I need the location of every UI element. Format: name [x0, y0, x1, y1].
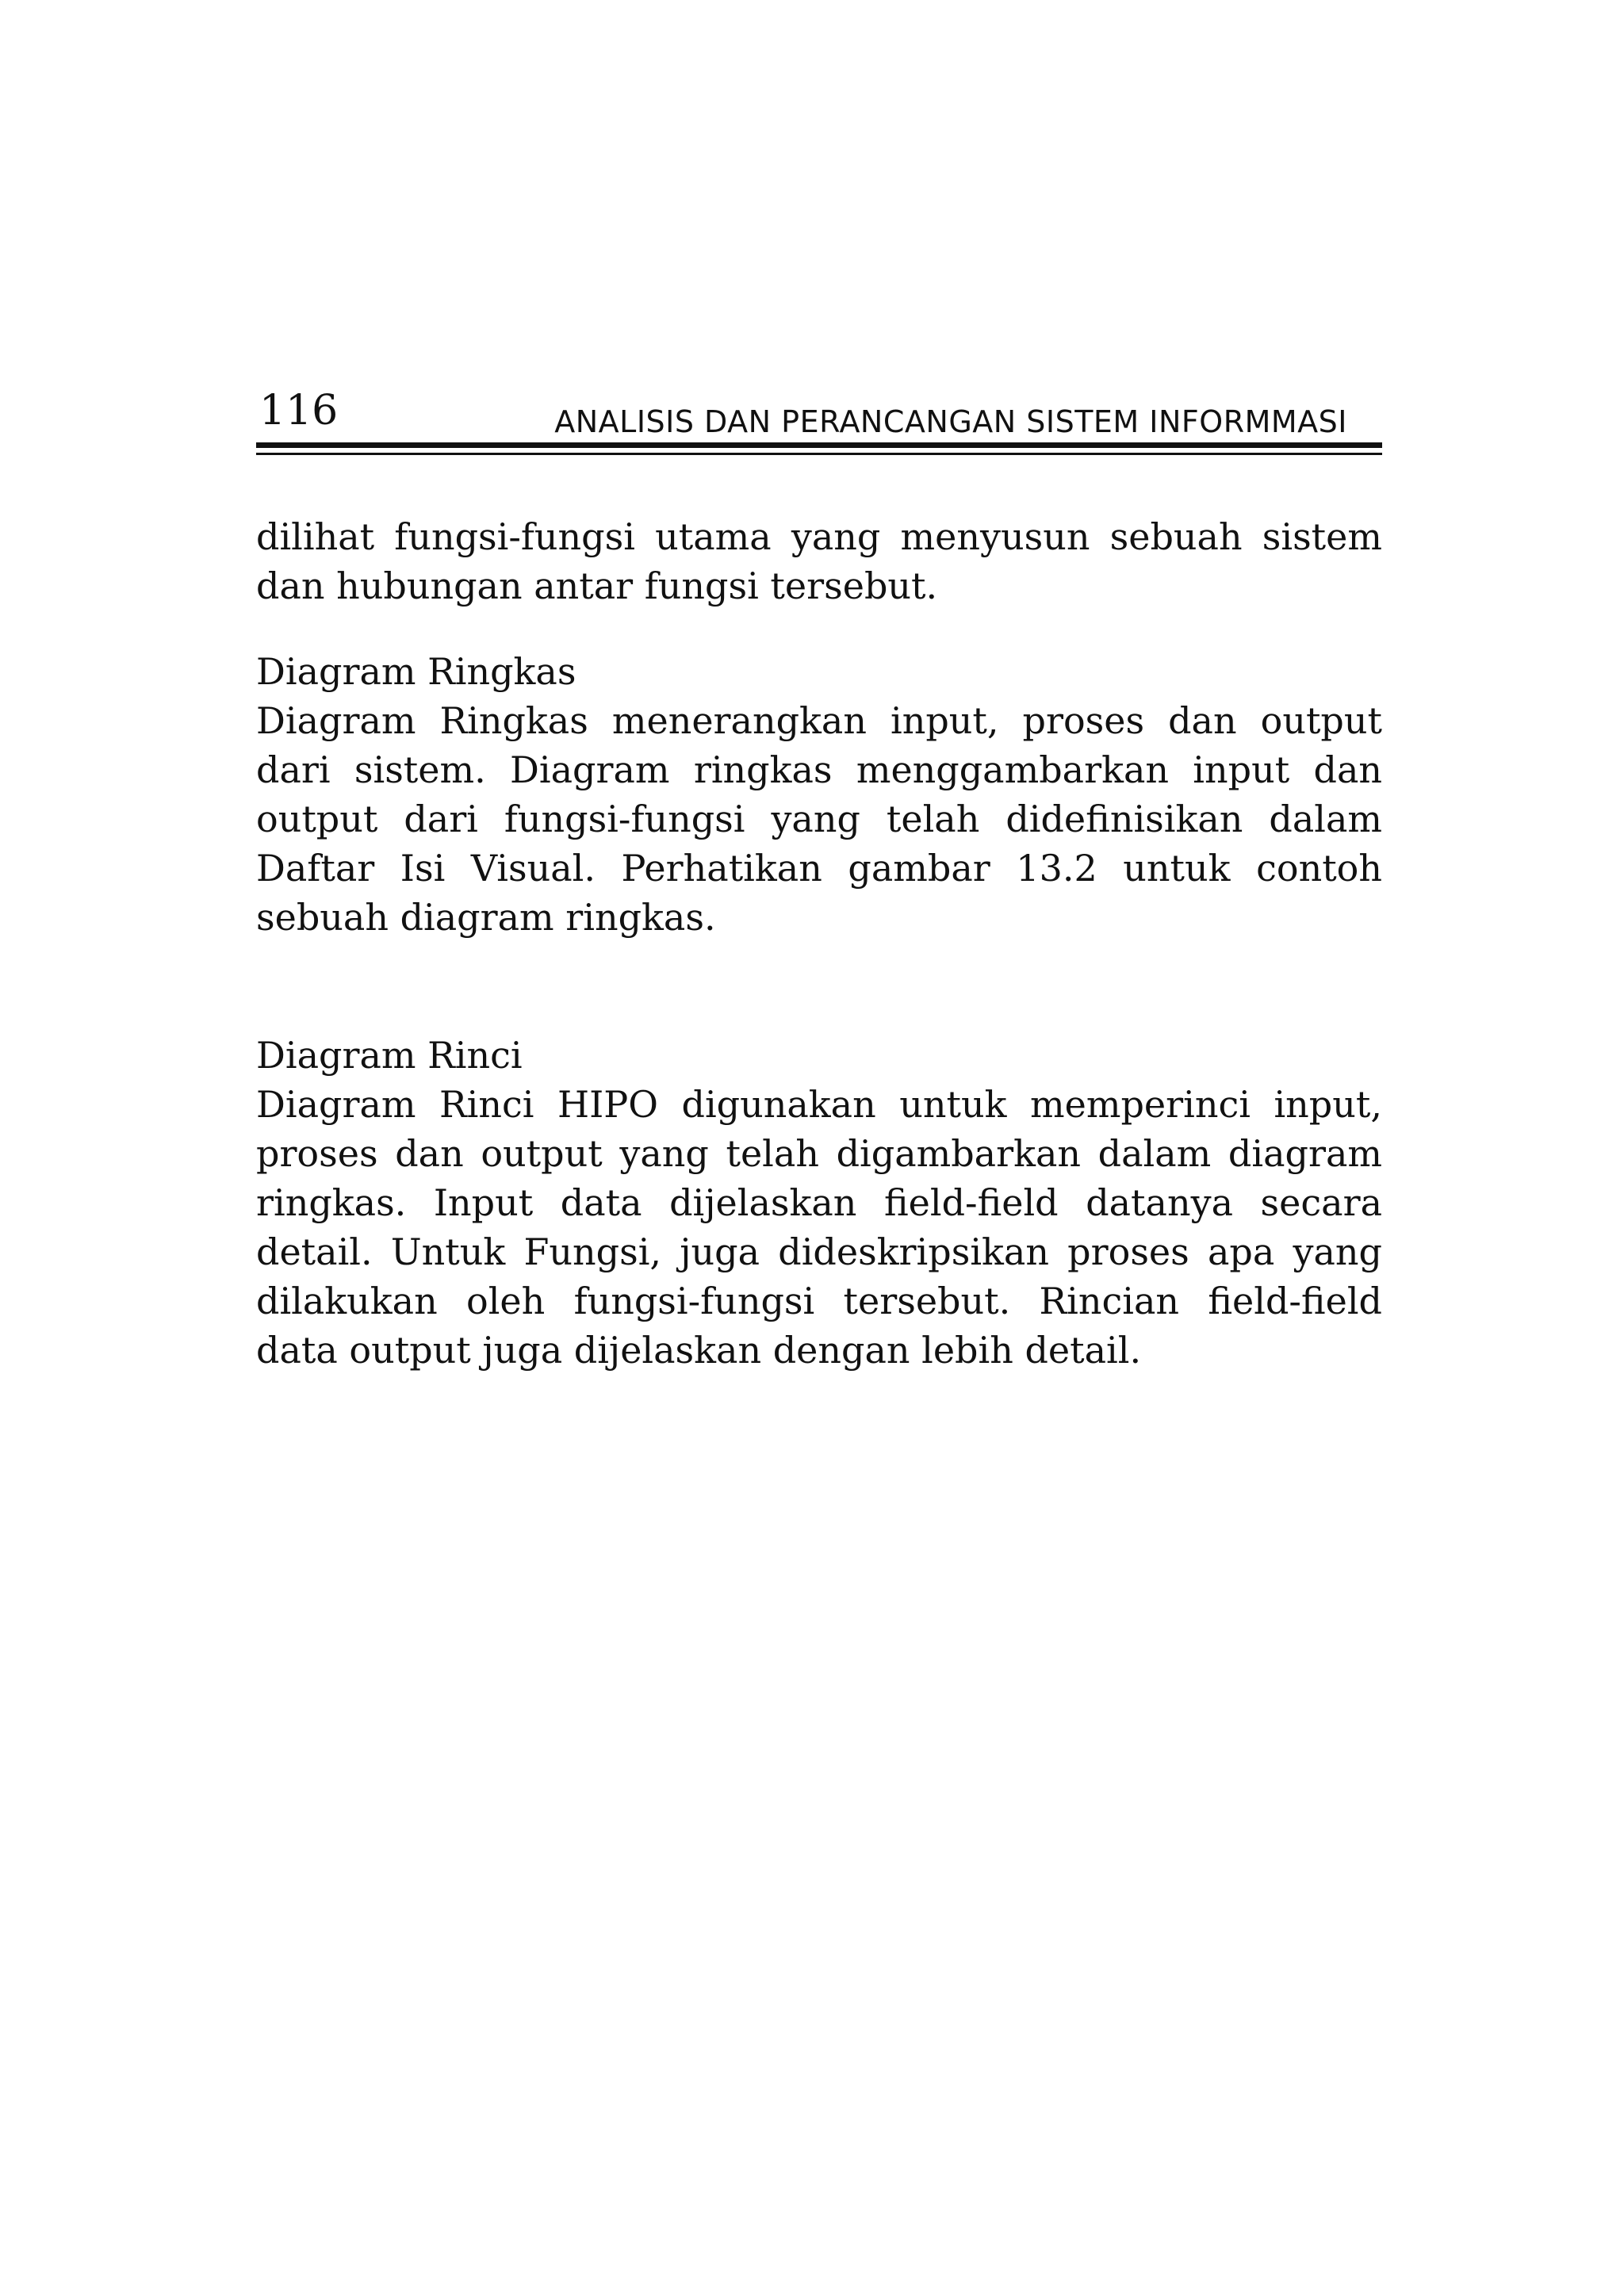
- spacer: [256, 610, 1382, 647]
- page-number: 116: [259, 387, 339, 434]
- header-rule-thin: [256, 453, 1382, 455]
- section-paragraph-ringkas: Diagram Ringkas menerangkan input, proses dan output dari sistem. Diagram ringkas menggambarkan input dan output dari fungsi-fungsi yang telah didefinisikan dalam Daftar Isi Visual. Perhatikan gambar 13.2 untuk contoh sebuah diagram ringkas.: [256, 699, 1382, 939]
- section-heading-rinci: Diagram Rinci: [256, 1034, 523, 1077]
- section-heading-ringkas: Diagram Ringkas: [256, 650, 576, 693]
- header-rule-thick: [256, 442, 1382, 448]
- running-title: ANALISIS DAN PERANCANGAN SISTEM INFORMMASI: [554, 404, 1347, 439]
- page-header: [256, 373, 1382, 460]
- intro-paragraph: dilihat fungsi-fungsi utama yang menyusun sebuah sistem dan hubungan antar fungsi tersebut.: [256, 515, 1382, 607]
- section-paragraph-rinci: Diagram Rinci HIPO digunakan untuk memperinci input, proses dan output yang telah digambarkan dalam diagram ringkas. Input data dijelaskan field-field datanya secara detail. Untuk Fungsi, juga dideskripsikan proses apa yang dilakukan oleh fungsi-fungsi tersebut. Rincian field-field data output juga dijelaskan dengan lebih detail.: [256, 1083, 1382, 1372]
- spacer: [256, 942, 1382, 1031]
- page-content: [256, 512, 1382, 1375]
